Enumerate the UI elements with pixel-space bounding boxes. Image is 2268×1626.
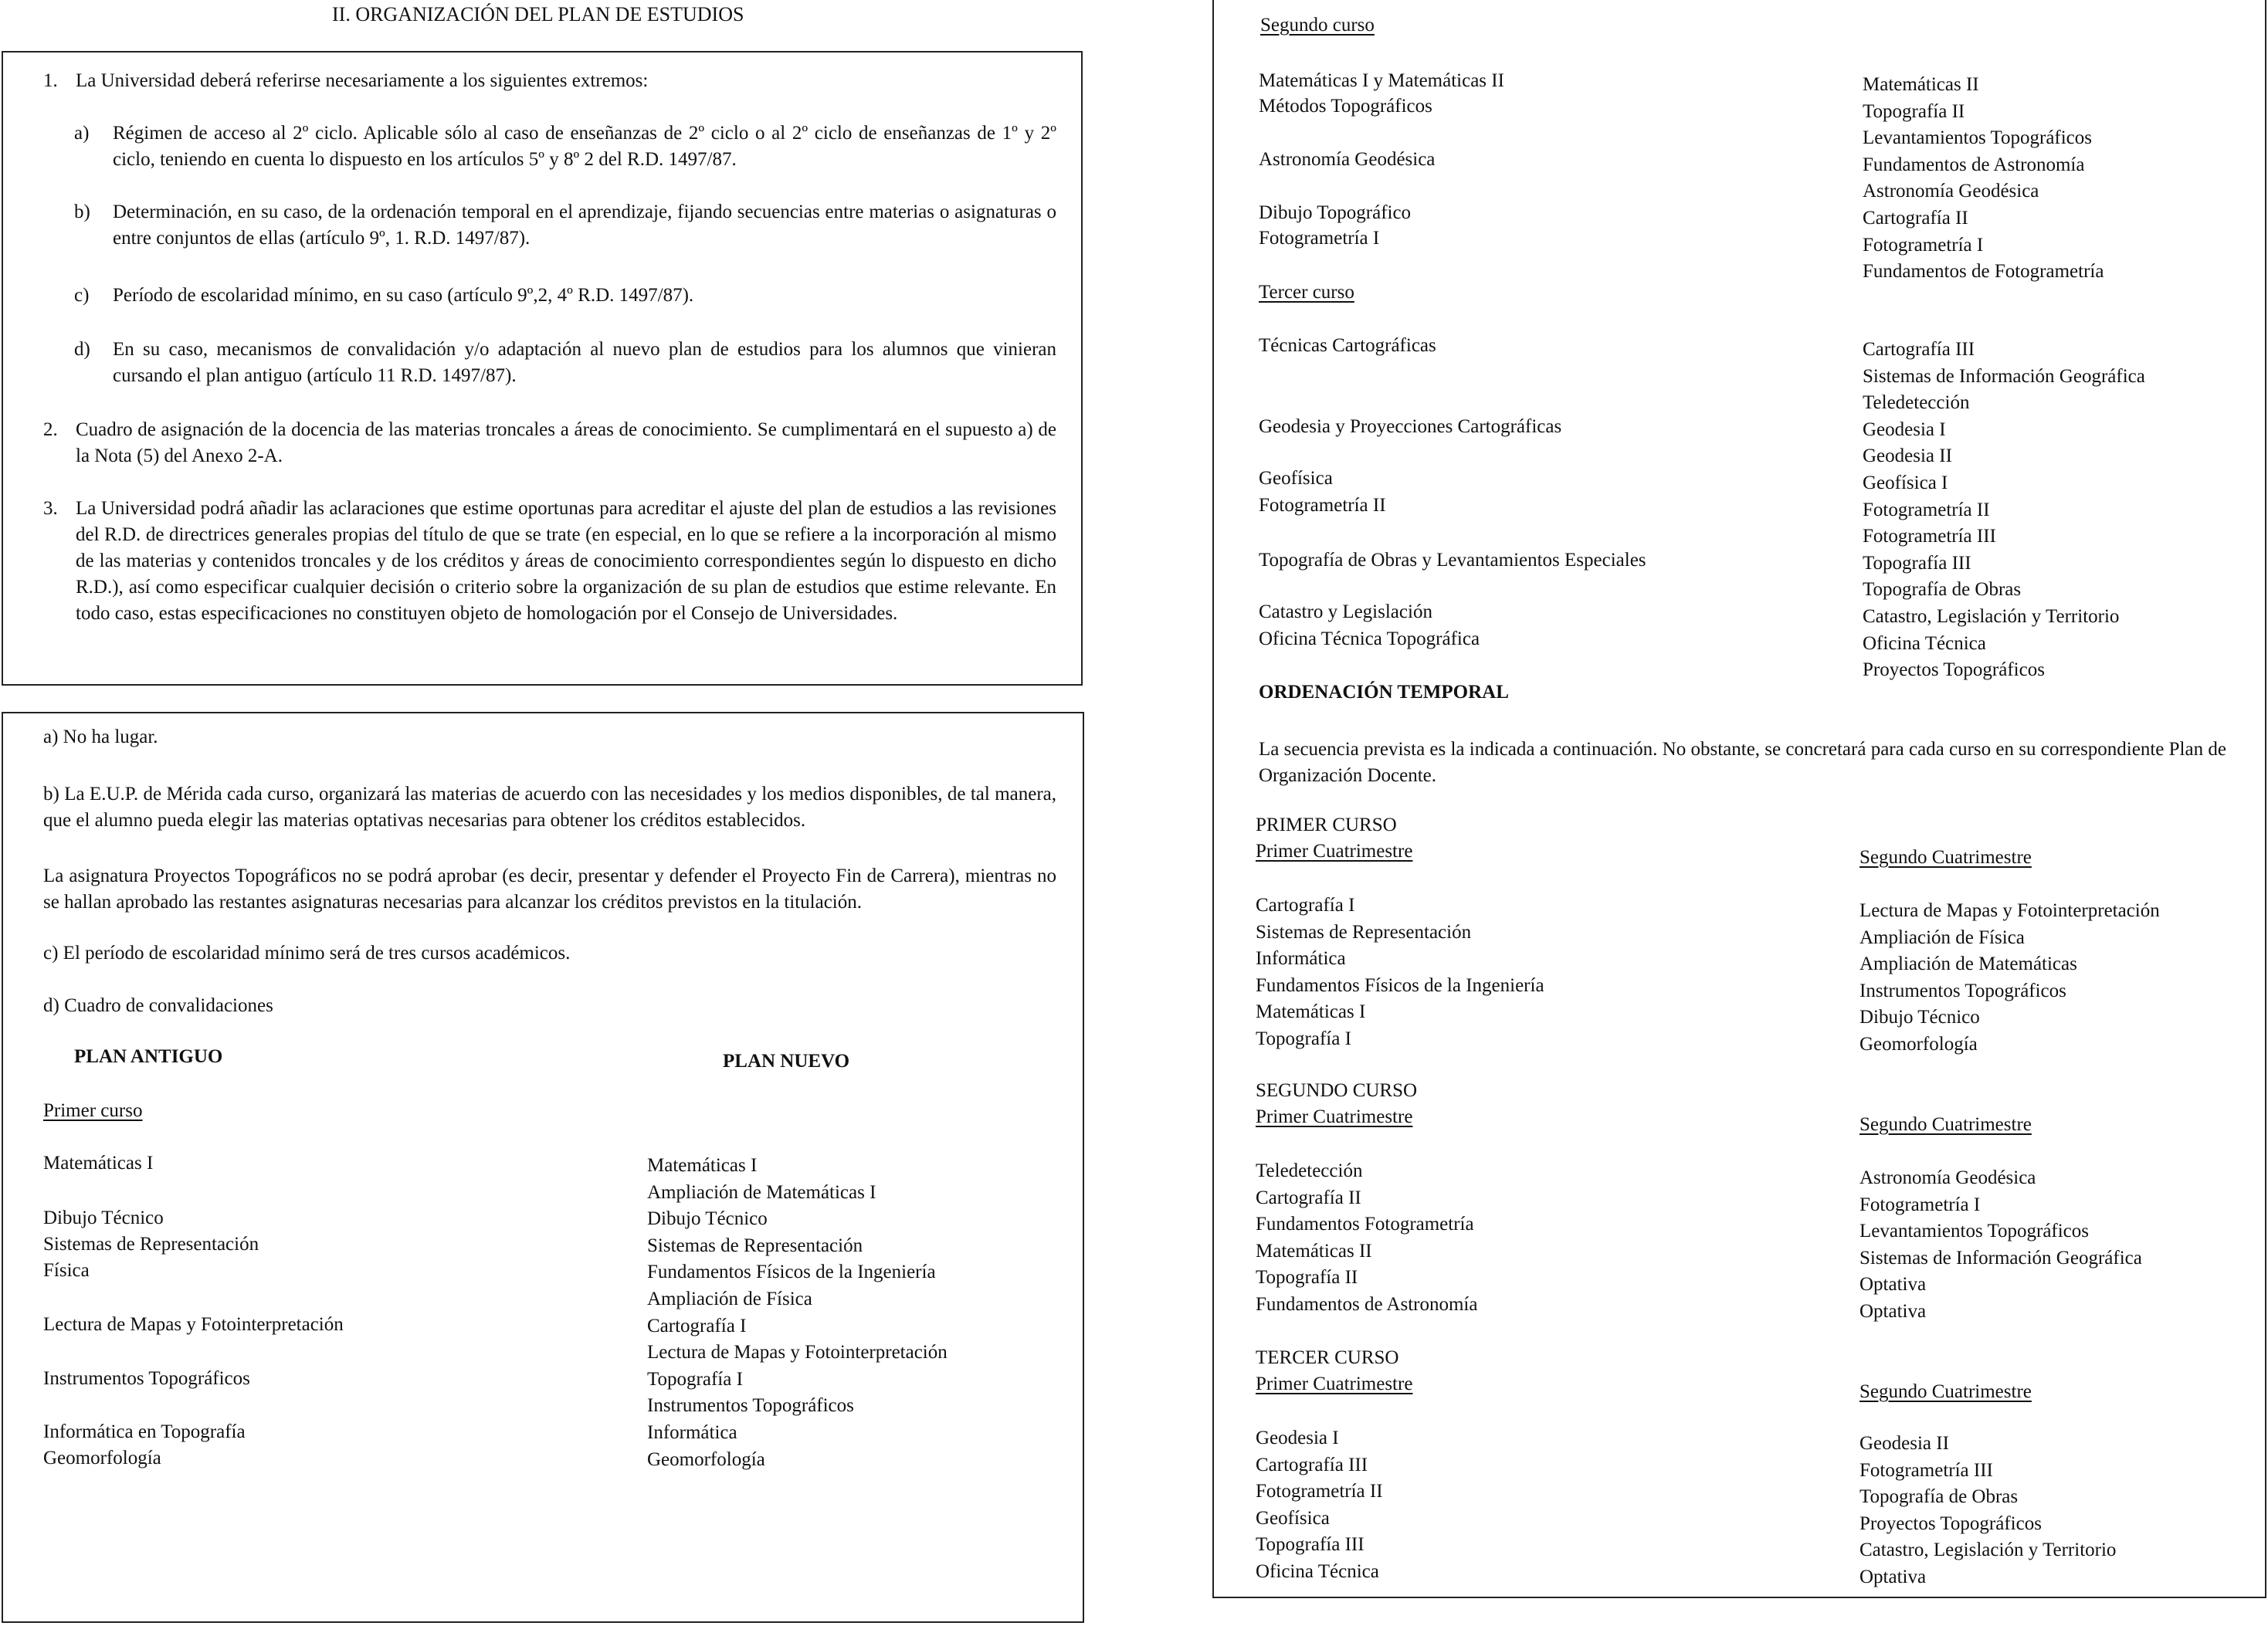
new-item: Cartografía I xyxy=(647,1315,747,1336)
tc-new-item: Geodesia I xyxy=(1863,418,1946,440)
second-term-label: Segundo Cuatrimestre xyxy=(1859,1114,2032,1135)
sc-new-item: Fundamentos de Fotogrametría xyxy=(1863,261,2104,283)
tc-new-item: Proyectos Topográficos xyxy=(1863,659,2045,681)
new-item: Fundamentos Físicos de la Ingeniería xyxy=(647,1262,936,1283)
course-item: Topografía de Obras xyxy=(1859,1486,2019,1508)
course-item: Astronomía Geodésica xyxy=(1859,1167,2036,1188)
tc-new-item: Oficina Técnica xyxy=(1863,632,1986,654)
item-a-label: a) xyxy=(74,123,90,144)
course-item: Fundamentos de Astronomía xyxy=(1256,1293,1478,1315)
course-item: Lectura de Mapas y Fotointerpretación xyxy=(1859,900,2160,921)
ordenacion-temporal-title: ORDENACIÓN TEMPORAL xyxy=(1259,682,1509,703)
course-item: Ampliación de Matemáticas xyxy=(1859,954,2077,975)
course-item: Ampliación de Física xyxy=(1859,926,2025,948)
course-item: Sistemas de Información Geográfica xyxy=(1859,1247,2142,1269)
tc-new-item: Cartografía III xyxy=(1863,339,1975,360)
tc-new-item: Fotogrametría II xyxy=(1863,499,1990,520)
old-item: Informática en Topografía xyxy=(43,1421,246,1442)
course-item: Fundamentos Fotogrametría xyxy=(1256,1214,1474,1235)
sc-old-item: Fotogrametría I xyxy=(1259,228,1380,249)
item-b-label: b) xyxy=(74,202,90,222)
new-item: Geomorfología xyxy=(647,1448,765,1470)
course-item: Fotogrametría II xyxy=(1256,1481,1383,1502)
course-item: Fundamentos Físicos de la Ingeniería xyxy=(1256,974,1544,996)
new-item: Ampliación de Matemáticas I xyxy=(647,1181,876,1203)
course-item: Informática xyxy=(1256,948,1346,970)
course-item: Geodesia I xyxy=(1256,1428,1339,1448)
course-item: Fotogrametría I xyxy=(1859,1194,1981,1215)
course-item: Dibujo Técnico xyxy=(1859,1007,1980,1028)
old-item: Instrumentos Topográficos xyxy=(43,1368,250,1389)
course-item: Cartografía II xyxy=(1256,1187,1361,1208)
tc-new-item: Geodesia II xyxy=(1863,445,1952,467)
tc-new-item: Geofísica I xyxy=(1863,472,1948,493)
year1-second-term-list xyxy=(1859,898,2160,1059)
course-item: Optativa xyxy=(1859,1566,1927,1587)
sc-new-item: Fotogrametría I xyxy=(1863,234,1984,256)
sc-old-item: Astronomía Geodésica xyxy=(1259,149,1436,170)
old-item: Lectura de Mapas y Fotointerpretación xyxy=(43,1314,344,1335)
tc-old-item: Catastro y Legislación xyxy=(1259,601,1432,622)
sc-old-item: Dibujo Topográfico xyxy=(1259,202,1412,223)
second-term-label: Segundo Cuatrimestre xyxy=(1859,847,2032,868)
note-proyectos: La asignatura Proyectos Topográficos no se podrá aprobar (es decir, presentar y defender el Proyecto Fin de Carrera), mientras no se hallan aprobado las restantes asignaturas necesarias para alcanzar los créditos previstos en la titulación. xyxy=(43,866,1056,913)
tc-new-item: Fotogrametría III xyxy=(1863,526,1996,547)
course-item: Teledetección xyxy=(1256,1160,1363,1181)
year2-first-term-list xyxy=(1256,1158,1477,1319)
note-a: a) No ha lugar. xyxy=(43,727,158,747)
first-term-label: Primer Cuatrimestre xyxy=(1256,1374,1413,1394)
tc-old-item: Oficina Técnica Topográfica xyxy=(1259,628,1480,649)
year1-first-term-list xyxy=(1256,893,1544,1053)
note-d: d) Cuadro de convalidaciones xyxy=(43,995,273,1016)
course-item: Oficina Técnica xyxy=(1256,1560,1379,1582)
new-item: Matemáticas I xyxy=(647,1155,758,1176)
course-item: Matemáticas II xyxy=(1256,1240,1372,1262)
tc-new-item: Topografía de Obras xyxy=(1863,579,2022,601)
item-c-text: Período de escolaridad mínimo, en su caso (artículo 9º,2, 4º R.D. 1497/87). xyxy=(113,285,694,306)
sc-new-item: Cartografía II xyxy=(1863,207,1968,229)
new-item: Lectura de Mapas y Fotointerpretación xyxy=(647,1342,948,1363)
plan-antiguo-header: PLAN ANTIGUO xyxy=(74,1046,223,1067)
tc-old-item: Técnicas Cartográficas xyxy=(1259,335,1436,356)
new-item: Instrumentos Topográficos xyxy=(647,1395,854,1417)
second-term-label: Segundo Cuatrimestre xyxy=(1859,1381,2032,1402)
sc-new-item: Fundamentos de Astronomía xyxy=(1863,154,2085,175)
course-item: Catastro, Legislación y Territorio xyxy=(1859,1540,2117,1561)
new-item: Ampliación de Física xyxy=(647,1288,812,1309)
ordenacion-temporal-text: La secuencia prevista es la indicada a continuación. No obstante, se concretará para cada curso en su correspondiente Plan de Organización Docente. xyxy=(1259,739,2226,786)
sc-new-list xyxy=(1863,72,2104,286)
sc-new-item: Topografía II xyxy=(1863,100,1965,122)
course-item: Cartografía I xyxy=(1256,895,1355,916)
course-item: Matemáticas I xyxy=(1256,1001,1366,1023)
new-item: Topografía I xyxy=(647,1368,743,1390)
year3-first-term-list xyxy=(1256,1425,1383,1586)
sc-new-item: Astronomía Geodésica xyxy=(1863,181,2039,202)
item-2-text: Cuadro de asignación de la docencia de las materias troncales a áreas de conocimiento. Se cumplimentará en el supuesto a) de la Nota (5) del Anexo 2-A. xyxy=(76,419,1056,466)
first-term-label: Primer Cuatrimestre xyxy=(1256,841,1413,862)
item-c-label: c) xyxy=(74,285,90,306)
tc-old-item: Geodesia y Proyecciones Cartográficas xyxy=(1259,416,1562,437)
tercer-curso-label: Tercer curso xyxy=(1259,282,1354,303)
course-item: Topografía II xyxy=(1256,1267,1358,1289)
year2-second-term-list xyxy=(1859,1165,2142,1326)
course-item: Instrumentos Topográficos xyxy=(1859,980,2066,1001)
item-3-number: 3. xyxy=(43,498,58,519)
tc-new-list xyxy=(1863,337,2145,684)
tc-new-item: Sistemas de Información Geográfica xyxy=(1863,365,2145,387)
sc-new-item: Levantamientos Topográficos xyxy=(1863,127,2093,149)
item-b-text: Determinación, en su caso, de la ordenación temporal en el aprendizaje, fijando secuencias entre materias o asignaturas o entre conjuntos de ellas (artículo 9º, 1. R.D. 1497/87). xyxy=(113,202,1056,249)
old-item: Física xyxy=(43,1260,90,1281)
old-item: Dibujo Técnico xyxy=(43,1208,164,1228)
year3-second-term-list xyxy=(1859,1431,2116,1591)
year-title: TERCER CURSO xyxy=(1256,1347,1399,1368)
tc-old-item: Topografía de Obras y Levantamientos Especiales xyxy=(1259,550,1646,571)
course-item: Geofísica xyxy=(1256,1507,1330,1529)
course-item: Optativa xyxy=(1859,1300,1927,1322)
old-item: Sistemas de Representación xyxy=(43,1234,259,1255)
new-item: Sistemas de Representación xyxy=(647,1235,863,1256)
course-item: Fotogrametría III xyxy=(1859,1459,1993,1481)
course-item: Geomorfología xyxy=(1859,1033,1978,1055)
old-item: Geomorfología xyxy=(43,1448,161,1468)
tc-old-item: Geofísica xyxy=(1259,468,1333,489)
course-item: Topografía III xyxy=(1256,1534,1365,1556)
item-2-number: 2. xyxy=(43,419,58,440)
note-b: b) La E.U.P. de Mérida cada curso, organizará las materias de acuerdo con las necesidades y los medios disponibles, de tal manera, que el alumno pueda elegir las materias optativas necesarias para obtener los créditos establecidos. xyxy=(43,784,1056,831)
first-term-label: Primer Cuatrimestre xyxy=(1256,1106,1413,1127)
item-d-label: d) xyxy=(74,339,90,360)
year-title: PRIMER CURSO xyxy=(1256,815,1397,835)
plan-nuevo-header: PLAN NUEVO xyxy=(723,1051,850,1072)
item-a-text: Régimen de acceso al 2º ciclo. Aplicable sólo al caso de enseñanzas de 2º ciclo o al 2º ciclo de enseñanzas de 1º y 2º ciclo, teniendo en cuenta lo dispuesto en los artículos 5º y 8º 2 del R.D. 1497/87. xyxy=(113,123,1056,170)
tc-new-item: Topografía III xyxy=(1863,552,1971,574)
note-c: c) El período de escolaridad mínimo será de tres cursos académicos. xyxy=(43,943,571,964)
new-item: Dibujo Técnico xyxy=(647,1208,768,1230)
segundo-curso-label: Segundo curso xyxy=(1260,15,1375,36)
course-item: Cartografía III xyxy=(1256,1454,1368,1475)
item-d-text: En su caso, mecanismos de convalidación y/o adaptación al nuevo plan de estudios para los alumnos que vinieran cursando el plan antiguo (artículo 11 R.D. 1497/87). xyxy=(113,339,1056,386)
new-item: Informática xyxy=(647,1421,737,1443)
old-item: Matemáticas I xyxy=(43,1153,154,1174)
year-title: SEGUNDO CURSO xyxy=(1256,1080,1418,1101)
new-items-list xyxy=(647,1153,948,1473)
item-1-number: 1. xyxy=(43,70,58,91)
primer-curso-label: Primer curso xyxy=(43,1100,143,1121)
sc-new-item: Matemáticas II xyxy=(1863,74,1979,95)
course-item: Optativa xyxy=(1859,1274,1927,1296)
item-3-text: La Universidad podrá añadir las aclaraciones que estime oportunas para acreditar el ajuste del plan de estudios a las revisiones del R.D. de directrices generales propias del título de que se trate (en especial, en lo que se refiere a la incorporación al mismo de las materias y contenidos troncales y de los créditos y áreas de conocimiento correspondientes según lo dispuesto en dicho R.D.), así como especificar cualquier decisión o criterio sobre la organización de su plan de estudios que estime relevante. En todo caso, estas especificaciones no constituyen objeto de homologación por el Consejo de Universidades. xyxy=(76,498,1056,624)
course-item: Sistemas de Representación xyxy=(1256,921,1472,943)
tc-new-item: Teledetección xyxy=(1863,392,1970,414)
course-item: Proyectos Topográficos xyxy=(1859,1513,2042,1534)
tc-old-item: Fotogrametría II xyxy=(1259,495,1386,516)
tc-new-item: Catastro, Legislación y Territorio xyxy=(1863,605,2120,627)
page-title: II. ORGANIZACIÓN DEL PLAN DE ESTUDIOS xyxy=(332,3,744,25)
course-item: Levantamientos Topográficos xyxy=(1859,1221,2090,1242)
item-1-text: La Universidad deberá referirse necesariamente a los siguientes extremos: xyxy=(76,70,649,91)
course-item: Topografía I xyxy=(1256,1028,1351,1049)
sc-old-item: Matemáticas I y Matemáticas II xyxy=(1259,70,1504,91)
course-item: Geodesia II xyxy=(1859,1433,1949,1454)
sc-old-item: Métodos Topográficos xyxy=(1259,96,1432,117)
